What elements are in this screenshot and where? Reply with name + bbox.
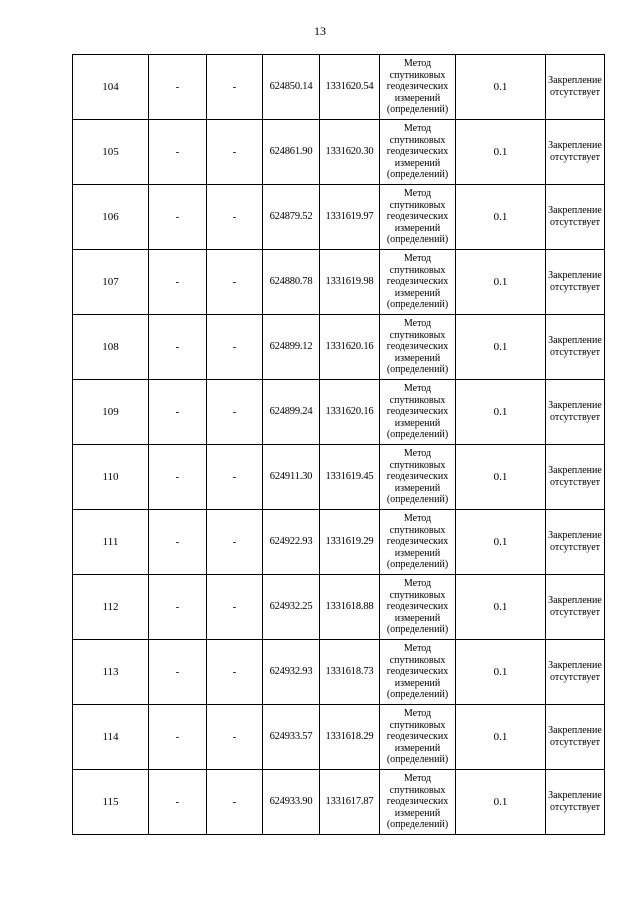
fixing-cell: Закрепление отсутствует — [546, 185, 605, 250]
accuracy-cell: 0.1 — [456, 770, 546, 835]
point-number-cell: 115 — [73, 770, 149, 835]
table-row — [73, 380, 605, 445]
x-coordinate-cell: 624850.14 — [263, 55, 320, 120]
accuracy-cell: 0.1 — [456, 315, 546, 380]
empty-value-cell: - — [207, 120, 263, 185]
table-body — [73, 55, 605, 835]
empty-value-cell: - — [207, 705, 263, 770]
fixing-cell: Закрепление отсутствует — [546, 445, 605, 510]
empty-value-cell: - — [149, 575, 207, 640]
fixing-cell: Закрепление отсутствует — [546, 380, 605, 445]
empty-value-cell: - — [207, 380, 263, 445]
x-coordinate-cell: 624932.25 — [263, 575, 320, 640]
method-cell: Метод спутниковых геодезических измерений (определений) — [380, 185, 456, 250]
y-coordinate-cell: 1331619.97 — [320, 185, 380, 250]
empty-value-cell: - — [149, 55, 207, 120]
accuracy-cell: 0.1 — [456, 640, 546, 705]
x-coordinate-cell: 624911.30 — [263, 445, 320, 510]
y-coordinate-cell: 1331619.29 — [320, 510, 380, 575]
y-coordinate-cell: 1331620.54 — [320, 55, 380, 120]
x-coordinate-cell: 624922.93 — [263, 510, 320, 575]
fixing-cell: Закрепление отсутствует — [546, 120, 605, 185]
point-number-cell: 105 — [73, 120, 149, 185]
method-cell: Метод спутниковых геодезических измерений (определений) — [380, 640, 456, 705]
empty-value-cell: - — [149, 770, 207, 835]
method-cell: Метод спутниковых геодезических измерений (определений) — [380, 575, 456, 640]
table-row — [73, 510, 605, 575]
accuracy-cell: 0.1 — [456, 510, 546, 575]
accuracy-cell: 0.1 — [456, 705, 546, 770]
table-row — [73, 55, 605, 120]
x-coordinate-cell: 624879.52 — [263, 185, 320, 250]
fixing-cell: Закрепление отсутствует — [546, 575, 605, 640]
accuracy-cell: 0.1 — [456, 445, 546, 510]
y-coordinate-cell: 1331620.30 — [320, 120, 380, 185]
fixing-cell: Закрепление отсутствует — [546, 770, 605, 835]
point-number-cell: 109 — [73, 380, 149, 445]
empty-value-cell: - — [207, 770, 263, 835]
y-coordinate-cell: 1331618.29 — [320, 705, 380, 770]
empty-value-cell: - — [149, 315, 207, 380]
point-number-cell: 114 — [73, 705, 149, 770]
fixing-cell: Закрепление отсутствует — [546, 55, 605, 120]
point-number-cell: 107 — [73, 250, 149, 315]
x-coordinate-cell: 624932.93 — [263, 640, 320, 705]
point-number-cell: 108 — [73, 315, 149, 380]
method-cell: Метод спутниковых геодезических измерений (определений) — [380, 445, 456, 510]
accuracy-cell: 0.1 — [456, 250, 546, 315]
empty-value-cell: - — [149, 445, 207, 510]
point-number-cell: 112 — [73, 575, 149, 640]
method-cell: Метод спутниковых геодезических измерений (определений) — [380, 120, 456, 185]
table-row — [73, 315, 605, 380]
method-cell: Метод спутниковых геодезических измерений (определений) — [380, 55, 456, 120]
empty-value-cell: - — [149, 250, 207, 315]
fixing-cell: Закрепление отсутствует — [546, 705, 605, 770]
method-cell: Метод спутниковых геодезических измерений (определений) — [380, 250, 456, 315]
y-coordinate-cell: 1331619.45 — [320, 445, 380, 510]
x-coordinate-cell: 624880.78 — [263, 250, 320, 315]
method-cell: Метод спутниковых геодезических измерений (определений) — [380, 705, 456, 770]
empty-value-cell: - — [207, 185, 263, 250]
accuracy-cell: 0.1 — [456, 55, 546, 120]
empty-value-cell: - — [149, 705, 207, 770]
method-cell: Метод спутниковых геодезических измерений (определений) — [380, 380, 456, 445]
empty-value-cell: - — [207, 55, 263, 120]
empty-value-cell: - — [149, 380, 207, 445]
x-coordinate-cell: 624861.90 — [263, 120, 320, 185]
point-number-cell: 113 — [73, 640, 149, 705]
accuracy-cell: 0.1 — [456, 380, 546, 445]
x-coordinate-cell: 624899.12 — [263, 315, 320, 380]
empty-value-cell: - — [149, 185, 207, 250]
empty-value-cell: - — [149, 640, 207, 705]
empty-value-cell: - — [207, 640, 263, 705]
y-coordinate-cell: 1331618.88 — [320, 575, 380, 640]
method-cell: Метод спутниковых геодезических измерений (определений) — [380, 770, 456, 835]
table-row — [73, 575, 605, 640]
fixing-cell: Закрепление отсутствует — [546, 510, 605, 575]
fixing-cell: Закрепление отсутствует — [546, 640, 605, 705]
table-row — [73, 705, 605, 770]
empty-value-cell: - — [207, 445, 263, 510]
empty-value-cell: - — [207, 575, 263, 640]
x-coordinate-cell: 624933.90 — [263, 770, 320, 835]
table-row — [73, 250, 605, 315]
x-coordinate-cell: 624899.24 — [263, 380, 320, 445]
fixing-cell: Закрепление отсутствует — [546, 250, 605, 315]
accuracy-cell: 0.1 — [456, 120, 546, 185]
accuracy-cell: 0.1 — [456, 185, 546, 250]
table-row — [73, 445, 605, 510]
table-row — [73, 640, 605, 705]
page-number: 13 — [314, 24, 326, 38]
table-row — [73, 770, 605, 835]
y-coordinate-cell: 1331619.98 — [320, 250, 380, 315]
point-number-cell: 106 — [73, 185, 149, 250]
method-cell: Метод спутниковых геодезических измерений (определений) — [380, 315, 456, 380]
point-number-cell: 110 — [73, 445, 149, 510]
x-coordinate-cell: 624933.57 — [263, 705, 320, 770]
point-number-cell: 104 — [73, 55, 149, 120]
empty-value-cell: - — [149, 120, 207, 185]
accuracy-cell: 0.1 — [456, 575, 546, 640]
y-coordinate-cell: 1331617.87 — [320, 770, 380, 835]
y-coordinate-cell: 1331618.73 — [320, 640, 380, 705]
table-row — [73, 185, 605, 250]
empty-value-cell: - — [207, 250, 263, 315]
y-coordinate-cell: 1331620.16 — [320, 380, 380, 445]
empty-value-cell: - — [207, 315, 263, 380]
empty-value-cell: - — [149, 510, 207, 575]
coordinates-table — [72, 54, 605, 835]
y-coordinate-cell: 1331620.16 — [320, 315, 380, 380]
fixing-cell: Закрепление отсутствует — [546, 315, 605, 380]
method-cell: Метод спутниковых геодезических измерений (определений) — [380, 510, 456, 575]
table-row — [73, 120, 605, 185]
point-number-cell: 111 — [73, 510, 149, 575]
empty-value-cell: - — [207, 510, 263, 575]
